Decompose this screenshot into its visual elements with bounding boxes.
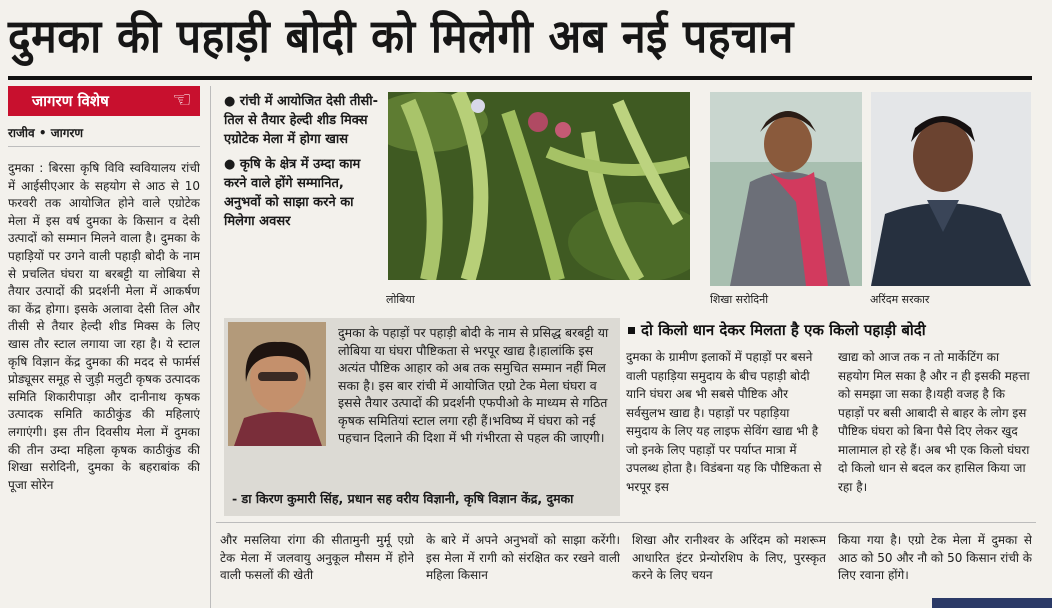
bottom-column-4: किया गया है। एग्रो टेक मेला में दुमका से आठ को 50 और नौ को 50 किसान रांची के लिए रवाना होंगे।	[838, 533, 1032, 583]
photo-caption: लोबिया	[386, 293, 415, 306]
portrait-illustration	[710, 92, 862, 286]
sub-headline: दो किलो धान देकर मिलता है एक किलो पहाड़ी बोदी	[628, 320, 926, 340]
beans-photo	[388, 92, 690, 280]
page-edge-bar	[932, 598, 1052, 608]
bottom-column-3: शिखा और रानीश्वर के अरिंदम को मशरूम आधारित इंटर प्रेन्योरशिप के लिए, पुरस्कृत करने के लिए चयन	[632, 533, 826, 583]
quote-text-top	[338, 324, 614, 447]
section-divider	[216, 522, 1036, 523]
headline: दुमका की पहाड़ी बोदी को मिलेगी अब नई पहचान	[8, 9, 794, 63]
left-column	[8, 160, 200, 608]
highlight-1: ● रांची में आयोजित देसी तीसी-तिल से तैयार हेल्दी शीड मिक्स एग्रोटेक मेला में होगा खास	[224, 94, 379, 147]
section-banner: जागरण विशेष	[8, 86, 200, 116]
column-divider	[210, 86, 211, 608]
headline-rule	[8, 76, 1032, 80]
byline-divider	[8, 146, 200, 147]
shikha-photo	[710, 92, 862, 286]
portrait-illustration	[228, 322, 326, 446]
article-paragraph: दुमका : बिरसा कृषि विवि स्ववियालय रांची में आईसीएआर के सहयोग से आठ से 10 फरवरी तक आयोजित होने वाले एग्रोटेक मेला में इस वर्ष दुमका के किसान व देसी उत्पादों को सम्मान मिलने वाला है। दुमका के पहाड़ियों पर उगने वाली पहाड़ी बोदी के नाम से प्रचलित घंघरा या बरबट्टी या लोबिया से तैयार उत्पादों की प्रदर्शनी मेला में आकर्षण का केंद्र होगा। इसके अलावा देसी तिल और तीसी से तैयार हेल्दी शीड मिक्स के लिए खास तौर स्टाल लगाया जा रहा है। ये स्टाल कृषि विज्ञान केंद्र दुमका की मदद से फार्मर्स प्रोड्यूसर समूह से जुड़ी मलुटी कृषक उत्पादक समिति शिकारीपाड़ा और दानीनाथ कृषक उत्पादक समिति काठीकुंड की महिलाएं लगाएंगी। इस तीन दिवसीय मेला में दुमका की तीन उम्दा महिला कृषक काठीकुंड की शिखा सरोदिनी, दुमका के बहराबांक की पूजा सोरेन	[8, 161, 200, 492]
quote-text: दुमका के पहाड़ों पर पहाड़ी बोदी के नाम से प्रसिद्ध बरबट्टी या लोबिया या घंघरा पौष्टिकता से भरपूर खाद्य है।हालांकि इस अत्यंत पौष्टिक आहार को अब तक समुचित सम्मान नहीं मिल सका है। इस बार रांची में आयोजित एग्रो टेक मेला घंघरा व इससे तैयार उत्पादों की प्रदर्शनी एफपीओ के माध्यम से गठित कृषक समितियां स्टाल लगा रही हैं।भविष्य में घंघरा को नई पहचान दिलाने की दिशा में भी गंभीरता से पहल की जाएगी।	[338, 325, 609, 445]
byline: राजीव • जागरण	[8, 126, 84, 140]
arindam-photo	[871, 92, 1031, 286]
portrait-illustration	[871, 92, 1031, 286]
sub-story-col-2: खाद्य को आज तक न तो मार्केटिंग का सहयोग मिल सका है और न ही इसकी महत्ता को समझा जा सका है।यही वजह है कि पहाड़ों पर बसी आबादी से बाहर के लोग इस पौष्टिक घंघरा को बिना पैसे दिए लेकर खुद मालामाल हो रहे हैं। अब भी एक किलो घंघरा दो किलो धान से बदल कर हासिल किया जा रहा है।	[838, 350, 1030, 494]
highlight-2: ● कृषि के क्षेत्र में उम्दा काम करने वाले होंगे सम्मानित, अनुभवों को साझा करने का मिलेगा अवसर	[224, 157, 361, 229]
photo-caption: अरिंदम सरकार	[870, 293, 930, 306]
bottom-column-1: और मसलिया रांगा की सीतामुनी मुर्मू एग्रो टेक मेला में जलवायु अनुकूल मौसम में होने वाली फसलों की खेती	[220, 533, 414, 583]
beans-illustration	[388, 92, 690, 280]
highlights	[224, 92, 384, 237]
expert-photo	[228, 322, 326, 446]
square-bullet-icon	[628, 327, 635, 334]
sub-story-col-1: दुमका के ग्रामीण इलाकों में पहाड़ों पर बसने वाली पहाड़िया समुदाय के बीच पहाड़ी बोदी यानि घंघरा अब भी सबसे पौष्टिक और सर्वसुलभ खाद्य है। पहाड़ों पर पहाड़िया समुदाय के लिए यह लाइफ सेविंग खाद्य भी है जो इनके लिए पहाड़ों पर पर्याप्त मात्रा में उपलब्ध होता है। विडंबना यह कि पौष्टिकता से भरपूर इस	[626, 350, 822, 494]
photo-caption: शिखा सरोदिनी	[710, 293, 769, 306]
quote-attribution: - डा किरण कुमारी सिंह, प्रधान सह वरीय विज्ञानी, कृषि विज्ञान केंद्र, दुमका	[232, 491, 574, 506]
bottom-column-2: के बारे में अपने अनुभवों को साझा करेंगी। इस मेला में रागी को संरक्षित कर रखने वाली महिला किसान	[426, 533, 620, 583]
hand-pointer-icon: ☜	[172, 88, 192, 113]
